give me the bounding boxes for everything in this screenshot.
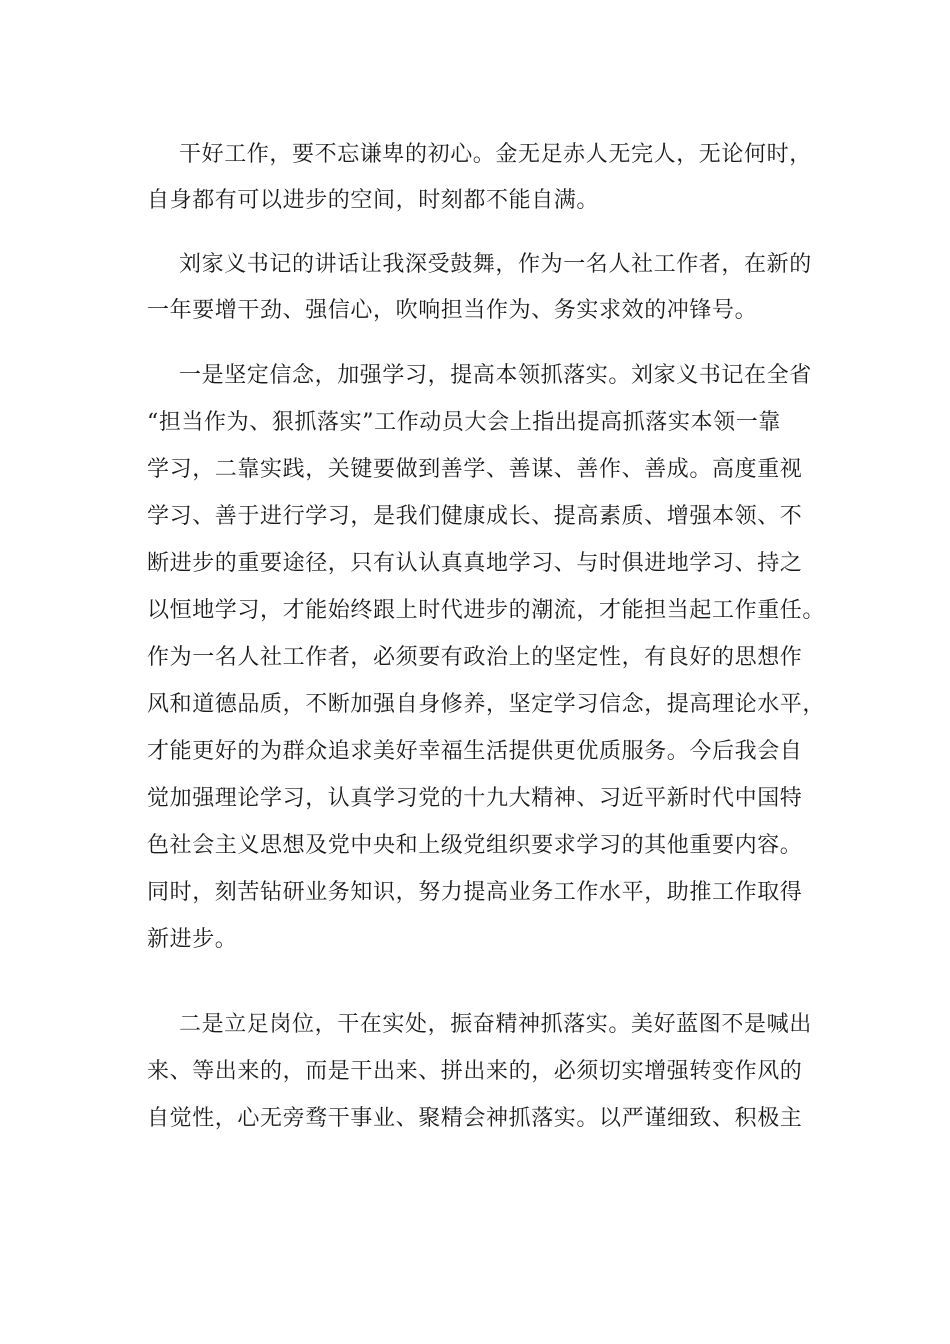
paragraph-3-line-7: 作为一名人社工作者，必须要有政治上的坚定性，有良好的思想作	[147, 645, 803, 670]
paragraph-4-line-3: 自觉性，心无旁骛干事业、聚精会神抓落实。以严谨细致、积极主	[147, 1106, 803, 1131]
paragraph-3-line-8: 风和道德品质，不断加强自身修养，坚定学习信念，提高理论水平，	[147, 692, 826, 717]
paragraph-3-line-12: 同时，刻苦钻研业务知识，努力提高业务工作水平，助推工作取得	[147, 880, 803, 905]
paragraph-3-line-9: 才能更好的为群众追求美好幸福生活提供更优质服务。今后我会自	[147, 739, 803, 764]
paragraph-4-line-2: 来、等出来的，而是干出来、拼出来的，必须切实增强转变作风的	[147, 1059, 803, 1084]
paragraph-1-line-2: 自身都有可以进步的空间，时刻都不能自满。	[147, 188, 600, 213]
paragraph-3-line-11: 色社会主义思想及党中央和上级党组织要求学习的其他重要内容。	[147, 833, 803, 858]
paragraph-3-line-3: 学习，二靠实践，关键要做到善学、善谋、善作、善成。高度重视	[147, 457, 803, 482]
paragraph-3-line-1: 一是坚定信念，加强学习，提高本领抓落实。刘家义书记在全省	[179, 363, 812, 388]
paragraph-2-line-1: 刘家义书记的讲话让我深受鼓舞，作为一名人社工作者，在新的	[179, 252, 812, 277]
paragraph-3-line-10: 觉加强理论学习，认真学习党的十九大精神、习近平新时代中国特	[147, 786, 803, 811]
paragraph-3-line-2: “担当作为、狠抓落实”工作动员大会上指出提高抓落实本领一靠	[147, 410, 781, 435]
paragraph-3-line-5: 断进步的重要途径，只有认认真真地学习、与时俱进地学习、持之	[147, 551, 803, 576]
paragraph-4-line-1: 二是立足岗位，干在实处，振奋精神抓落实。美好蓝图不是喊出	[179, 1012, 812, 1037]
paragraph-2-line-2: 一年要增干劲、强信心，吹响担当作为、务实求效的冲锋号。	[147, 298, 758, 323]
paragraph-3-line-13: 新进步。	[147, 927, 238, 952]
paragraph-3-line-4: 学习、善于进行学习，是我们健康成长、提高素质、增强本领、不	[147, 504, 803, 529]
paragraph-3-line-6: 以恒地学习，才能始终跟上时代进步的潮流，才能担当起工作重任。	[147, 598, 826, 623]
paragraph-1-line-1: 干好工作，要不忘谦卑的初心。金无足赤人无完人，无论何时，	[179, 142, 812, 167]
